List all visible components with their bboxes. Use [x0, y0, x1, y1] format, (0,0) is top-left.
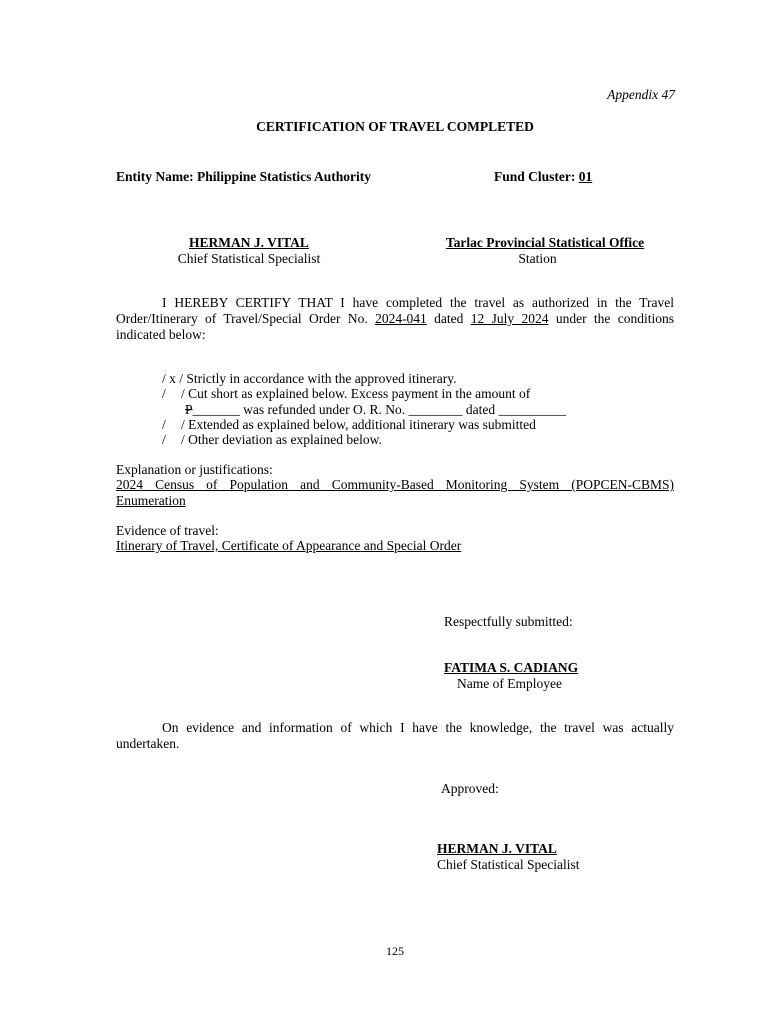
evidence-statement: On evidence and information of which I have the knowledge, the travel was actually undertaken. — [116, 720, 674, 751]
evidence-value: Itinerary of Travel, Certificate of Appearance and Special Order — [116, 538, 462, 553]
explanation-label: Explanation or justifications: — [116, 462, 273, 477]
appendix-label: Appendix 47 — [607, 87, 675, 102]
refund-line — [185, 402, 566, 418]
entity-label: Entity Name: — [116, 169, 194, 184]
condition-cut-short-mark: / — [162, 386, 166, 401]
station-name: Tarlac Provincial Statistical Office — [445, 235, 645, 250]
entity-name — [116, 169, 371, 185]
certification-part3: under the conditions indicated below: — [116, 311, 675, 342]
condition-strict: / x / Strictly in accordance with the approved itinerary. — [162, 371, 457, 386]
explanation-line2: Enumeration — [116, 493, 186, 508]
peso-sign: P — [185, 402, 193, 417]
page-number: 125 — [386, 944, 404, 958]
fund-cluster-value: 01 — [578, 169, 593, 184]
approved-label: Approved: — [441, 781, 499, 796]
fund-cluster — [494, 169, 592, 185]
employee-name: FATIMA S. CADIANG — [444, 660, 579, 675]
certification-part2: dated — [434, 311, 464, 326]
officer-position: Chief Statistical Specialist — [177, 251, 321, 266]
form-title: CERTIFICATION OF TRAVEL COMPLETED — [256, 119, 534, 134]
order-number: 2024-041 — [375, 311, 427, 326]
entity-value: Philippine Statistics Authority — [197, 169, 372, 184]
condition-other: / Other deviation as explained below. — [181, 432, 382, 447]
submitted-label: Respectfully submitted: — [444, 614, 573, 629]
evidence-label: Evidence of travel: — [116, 523, 219, 538]
officer-name: HERMAN J. VITAL — [189, 235, 309, 250]
refund-text: _______ was refunded under O. R. No. ________ dated __________ — [192, 402, 566, 417]
condition-other-mark: / — [162, 432, 166, 447]
condition-cut-short: / Cut short as explained below. Excess payment in the amount of — [181, 386, 531, 401]
employee-caption: Name of Employee — [457, 676, 562, 691]
condition-extended: / Extended as explained below, additional itinerary was submitted — [181, 417, 536, 432]
approver-position: Chief Statistical Specialist — [437, 857, 580, 872]
certification-paragraph — [116, 295, 674, 343]
fund-cluster-label: Fund Cluster: — [494, 169, 576, 184]
station-label: Station — [518, 251, 557, 266]
approver-name: HERMAN J. VITAL — [437, 841, 557, 856]
condition-extended-mark: / — [162, 417, 166, 432]
certification-part1: I HEREBY CERTIFY THAT I have completed the travel as authorized in the Travel Order/Itinerary of Travel/Special Order No. — [116, 295, 674, 326]
explanation-line1: 2024 Census of Population and Community-Based Monitoring System (POPCEN-CBMS) — [116, 477, 674, 492]
order-date: 12 July 2024 — [470, 311, 549, 326]
